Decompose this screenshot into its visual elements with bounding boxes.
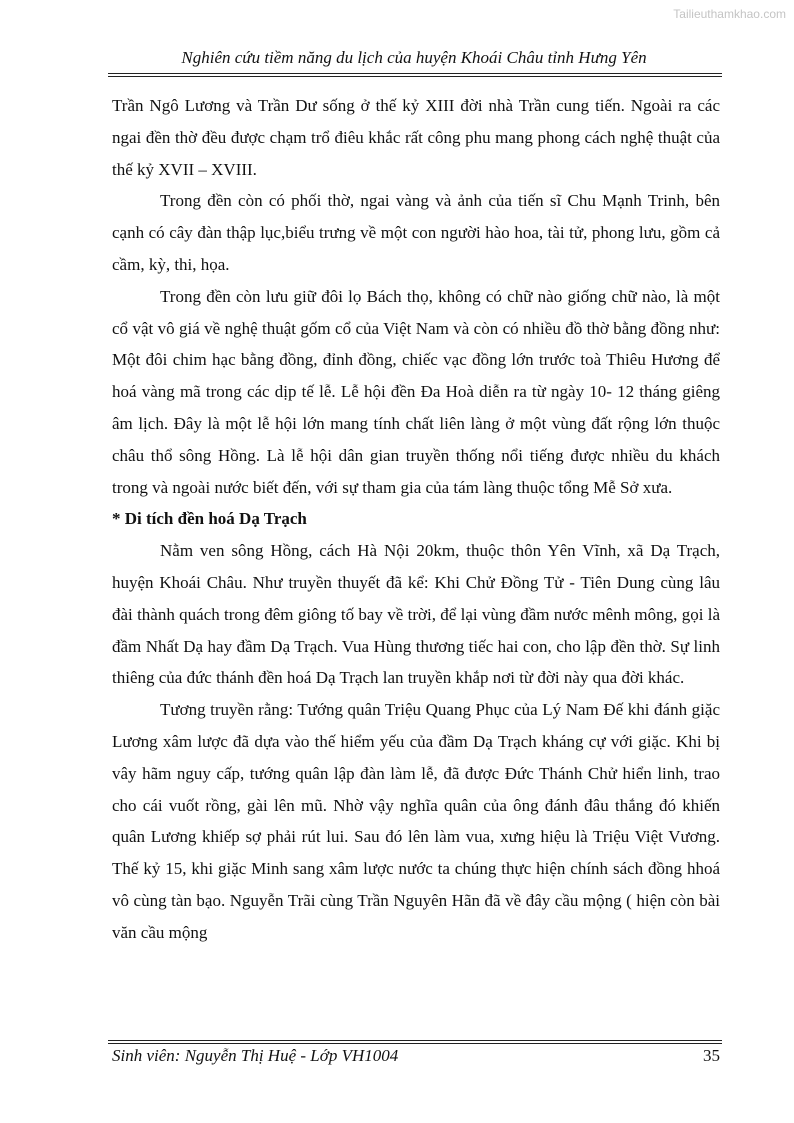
section-heading: * Di tích đền hoá Dạ Trạch: [112, 509, 307, 529]
running-header: Nghiên cứu tiềm năng du lịch của huyện Khoái Châu tỉnh Hưng Yên: [181, 48, 647, 67]
document-body: [112, 90, 720, 949]
page-number: 35: [703, 1046, 720, 1065]
paragraph-2: Trong đền còn có phối thờ, ngai vàng và ảnh của tiến sĩ Chu Mạnh Trinh, bên cạnh có cây đàn thập lục,biểu trưng về một con người hào hoa, tài tử, phong lưu, gồm cả cầm, kỳ, thi, họa.: [112, 191, 720, 274]
footer-student-info: Sinh viên: Nguyễn Thị Huệ - Lớp VH1004: [112, 1046, 399, 1065]
paragraph-1: Trần Ngô Lương và Trần Dư sống ở thế kỷ XIII đời nhà Trần cung tiến. Ngoài ra các ngai đền thờ đều được chạm trổ điêu khắc rất công phu mang phong cách nghệ thuật của thế kỷ XVII – XVIII.: [112, 96, 720, 179]
watermark: Tailieuthamkhao.com: [673, 7, 786, 21]
header-divider: [108, 73, 722, 77]
paragraph-4: Nằm ven sông Hồng, cách Hà Nội 20km, thuộc thôn Yên Vĩnh, xã Dạ Trạch, huyện Khoái Châu. Như truyền thuyết đã kể: Khi Chử Đồng Tử - Tiên Dung cùng lâu đài thành quách trong đêm giông tố bay về trời, để lại vùng đầm nước mênh mông, gọi là đầm Nhất Dạ hay đầm Dạ Trạch. Vua Hùng thương tiếc hai con, cho lập đền thờ. Sự linh thiêng của đức thánh đền hoá Dạ Trạch lan truyền khắp nơi từ đời này qua đời khác.: [112, 541, 720, 688]
page-footer: [112, 1044, 720, 1068]
paragraph-3: Trong đền còn lưu giữ đôi lọ Bách thọ, không có chữ nào giống chữ nào, là một cổ vật vô giá về nghệ thuật gốm cổ của Việt Nam và còn có nhiều đồ thờ bằng đồng như: Một đôi chim hạc bằng đồng, đỉnh đồng, chiếc vạc đồng lớn trước toà Thiêu Hương để hoá vàng mã trong các dịp tế lễ. Lễ hội đền Đa Hoà diễn ra từ ngày 10- 12 tháng giêng âm lịch. Đây là một lễ hội lớn mang tính chất liên làng ở một vùng đất rộng lớn thuộc châu thổ sông Hồng. Là lễ hội dân gian truyền thống nổi tiếng được nhiều du khách trong và ngoài nước biết đến, với sự tham gia của tám làng thuộc tổng Mễ Sở xưa.: [112, 286, 720, 497]
paragraph-5: Tương truyền rằng: Tướng quân Triệu Quang Phục của Lý Nam Đế khi đánh giặc Lương xâm lược đã dựa vào thế hiểm yếu của đầm Dạ Trạch kháng cự với giặc. Khi bị vây hãm nguy cấp, tướng quân lập đàn làm lễ, đã được Đức Thánh Chử hiển linh, trao cho cái vuốt rồng, gài lên mũ. Nhờ vậy nghĩa quân của ông đánh đâu thắng đó khiến quân Lương khiếp sợ phải rút lui. Sau đó lên làm vua, xưng hiệu là Triệu Việt Vương. Thế kỷ 15, khi giặc Minh sang xâm lược nước ta chúng thực hiện chính sách đồng hhoá vô cùng tàn bạo. Nguyễn Trãi cùng Trần Nguyên Hãn đã về đây cầu mộng ( hiện còn bài văn cầu mộng: [112, 700, 720, 942]
